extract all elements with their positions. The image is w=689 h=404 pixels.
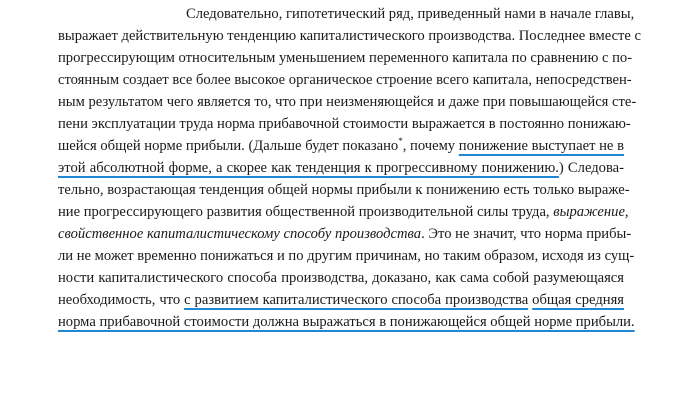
text-line-13 (58, 267, 624, 289)
text-line-15 (58, 311, 635, 333)
italic-phrase: свойственное капиталистическому способу производства (58, 226, 422, 242)
text-line-3 (58, 47, 633, 69)
line-text: выражает действительную тенденцию капиталистического производства. Последнее вместе с (58, 28, 642, 44)
text-line-11 (58, 223, 632, 245)
line-text: ние прогрессирующего развития общественной производительной силы труда, (58, 204, 554, 220)
line-text: ли не может временно понижаться и по другим причинам, но таким образом, исходя из сущ- (58, 248, 635, 264)
text-line-5 (58, 91, 637, 113)
line-text: . Это не значит, что норма прибы- (421, 226, 632, 242)
line-text: пени эксплуатации труда норма прибавочной стоимости выражается в постоянно понижаю- (58, 116, 631, 132)
underlined-phrase: норма прибавочной стоимости должна выражаться в понижающейся общей норме прибыли. (58, 314, 635, 330)
line-text: тельно, возрастающая тенденция общей нормы прибыли к понижению есть только выраже- (58, 182, 630, 198)
text-line-2 (58, 25, 642, 47)
text-line-7 (58, 135, 624, 157)
text-line-9 (58, 179, 630, 201)
line-text: ) Следова- (558, 160, 624, 176)
footnote-marker: * (398, 136, 403, 146)
text-line-8 (58, 157, 624, 179)
line-text: стоянным создает все более высокое органическое строение всего капитала, непосредствен- (58, 72, 632, 88)
text-line-12 (58, 245, 635, 267)
text-line-6 (58, 113, 631, 135)
text-line-4 (58, 69, 632, 91)
line-text: Следовательно, гипотетический ряд, приведенный нами в начале главы, (186, 6, 635, 22)
text-line-14 (58, 289, 624, 311)
underlined-phrase: с развитием капиталистического способа производства (184, 292, 529, 308)
line-text: шейся общей норме прибыли. (Дальше будет показано (58, 138, 399, 154)
line-text: прогрессирующим относительным уменьшением переменного капитала по сравнению с по- (58, 50, 633, 66)
line-text: необходимость, что (58, 292, 185, 308)
line-text: , почему (402, 138, 459, 154)
italic-phrase: выражение, (553, 204, 629, 220)
text-line-1 (186, 3, 635, 25)
underlined-phrase: общая средняя (532, 292, 624, 308)
text-line-10 (58, 201, 629, 223)
underlined-phrase: понижение выступает не в (458, 138, 624, 154)
line-text: ности капиталистического способа производства, доказано, как сама собой разумеющаяся (58, 270, 624, 286)
underlined-phrase: этой абсолютной форме, а скорее как тенденция к прогрессивному понижению. (58, 160, 559, 176)
line-text: ным результатом чего является то, что при неизменяющейся и даже при повышающейся сте- (58, 94, 637, 110)
